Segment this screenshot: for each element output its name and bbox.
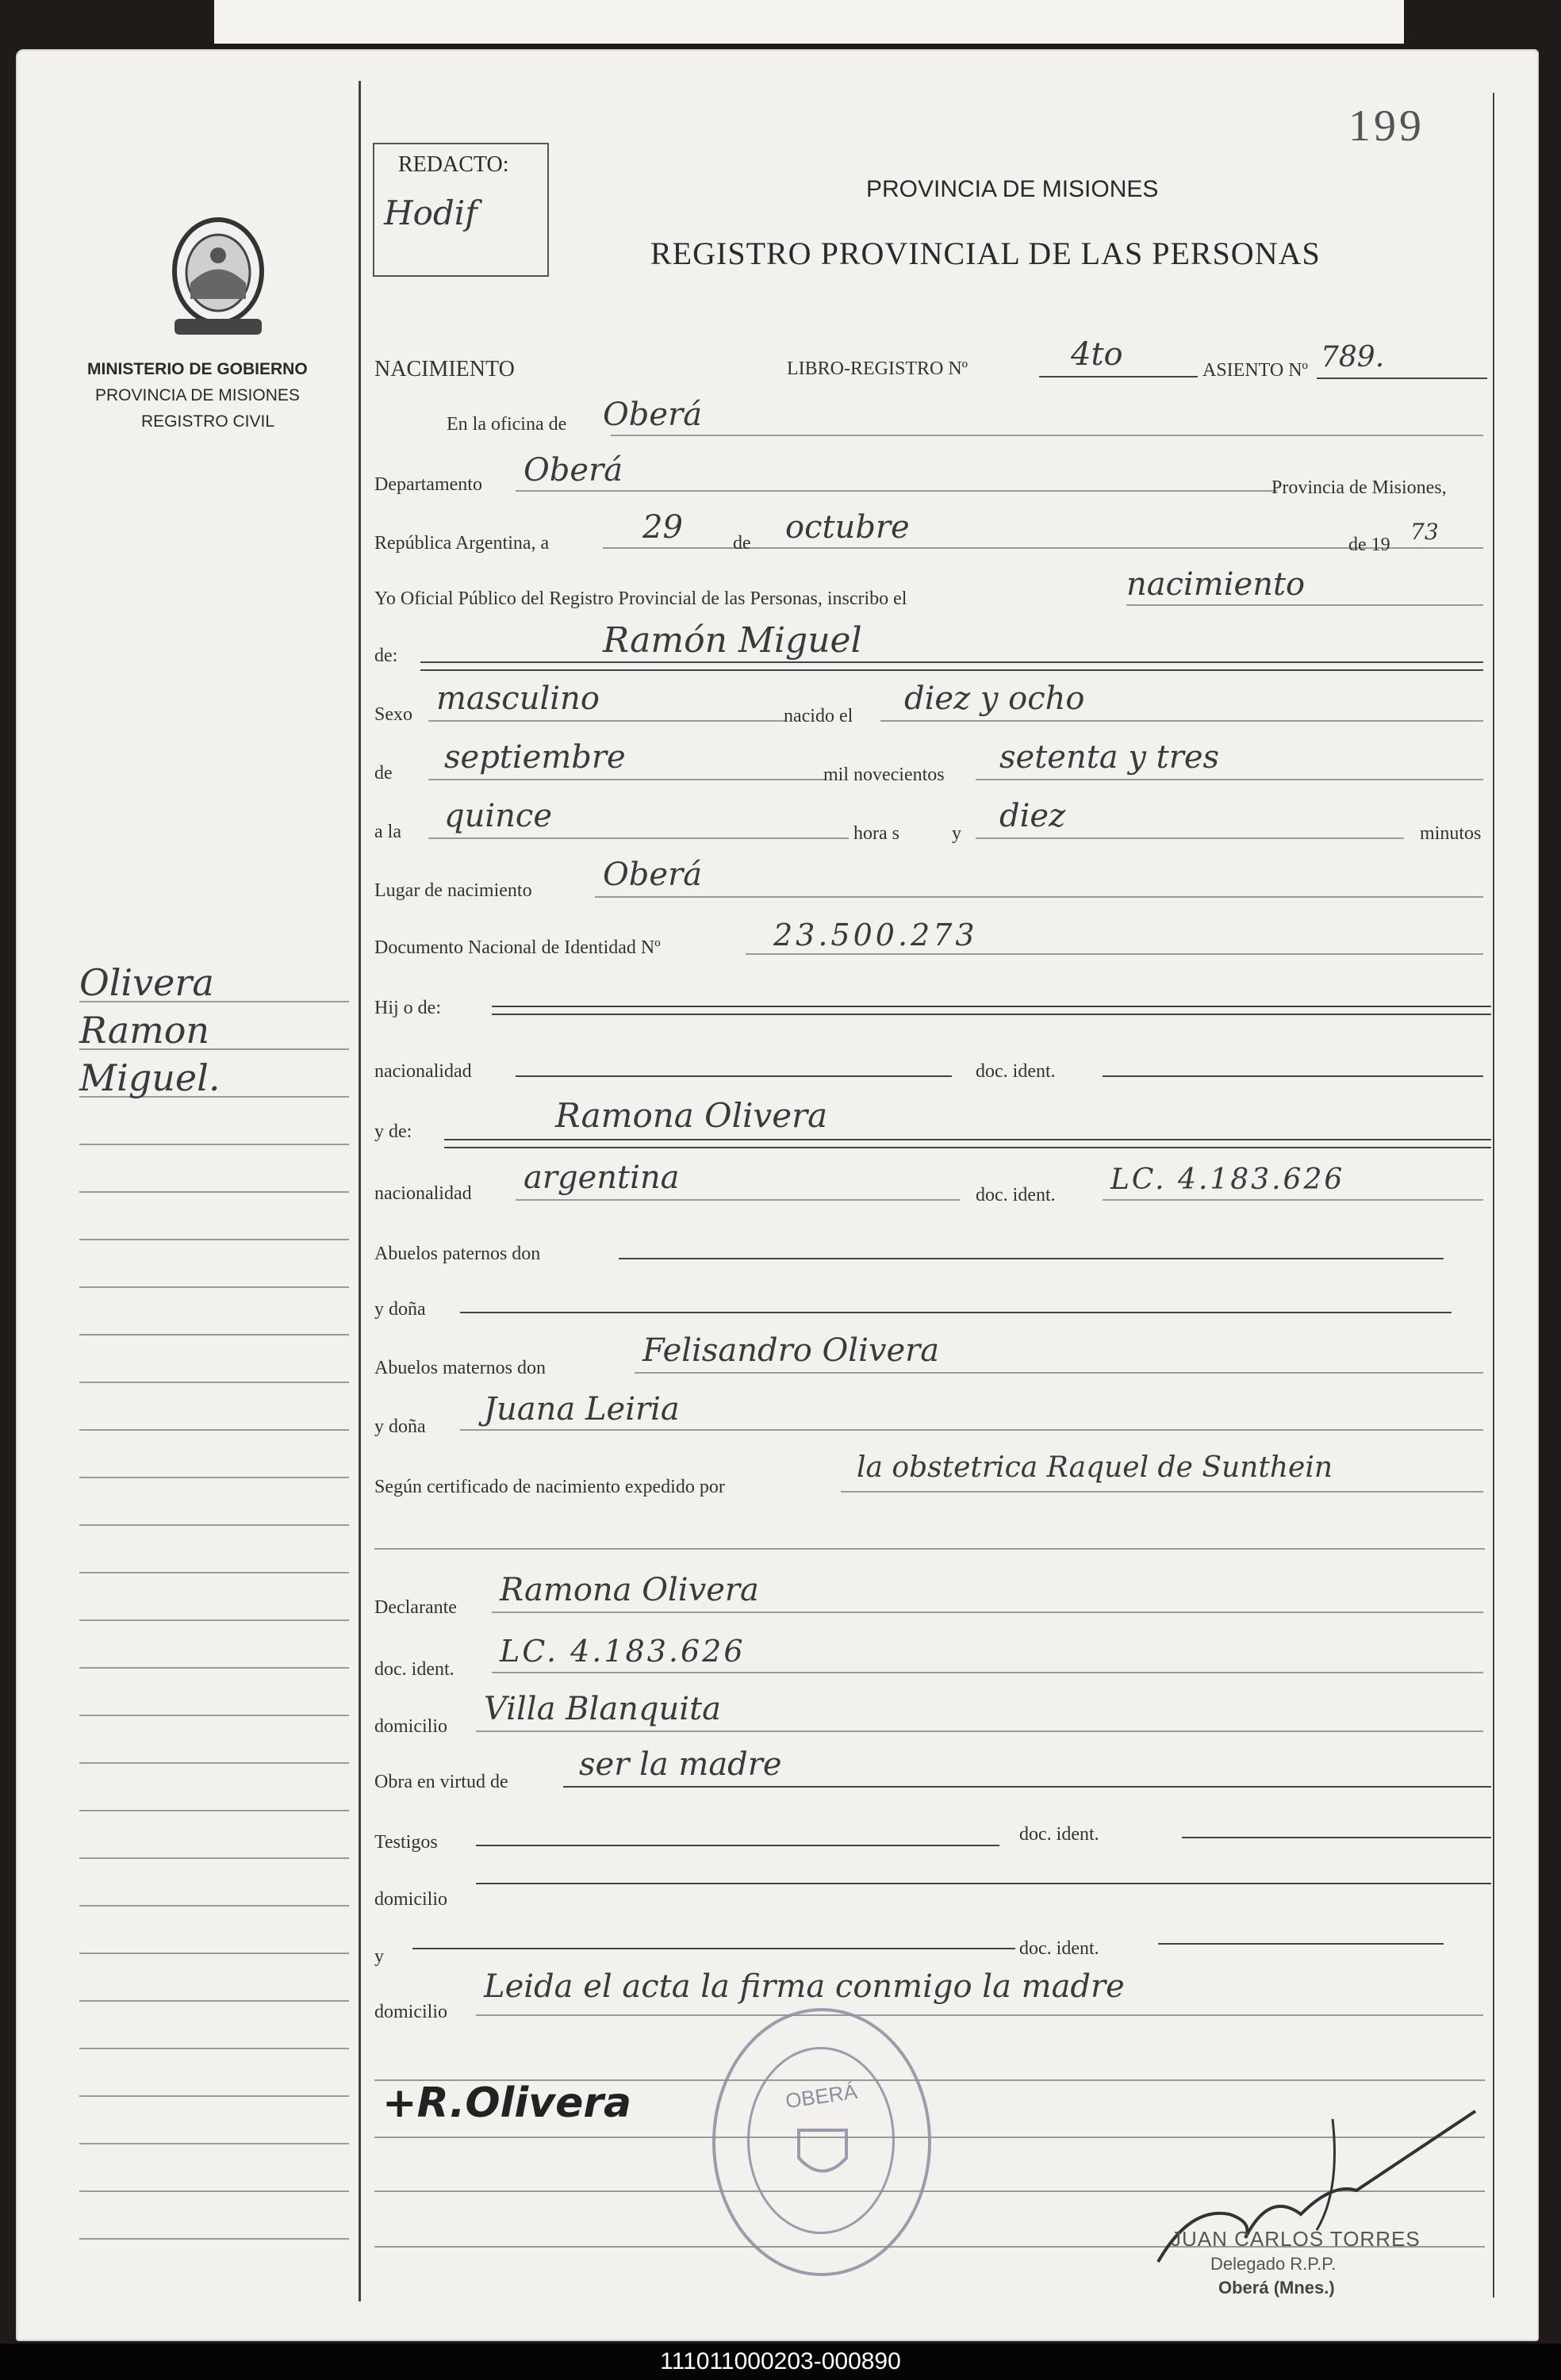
minutos-value: diez bbox=[999, 798, 1066, 834]
libro-value: 4to bbox=[1071, 336, 1123, 373]
certificado-value: la obstetrica Raquel de Sunthein bbox=[857, 1451, 1333, 1484]
nacido-label: nacido el bbox=[784, 706, 853, 726]
de-label-2: de: bbox=[374, 646, 398, 666]
margin-rule bbox=[79, 1953, 349, 1954]
doc-ident-5-label: doc. ident. bbox=[1019, 1938, 1099, 1959]
obra-label: Obra en virtud de bbox=[374, 1772, 508, 1792]
y-label-2: y bbox=[374, 1946, 384, 1967]
mes-nac-value: septiembre bbox=[444, 739, 626, 776]
redacto-label: REDACTO: bbox=[398, 152, 509, 177]
departamento-value: Oberá bbox=[524, 452, 623, 489]
margin-divider bbox=[359, 81, 361, 2301]
doc-ident-3-label: doc. ident. bbox=[374, 1659, 454, 1680]
minutos-label: minutos bbox=[1420, 823, 1482, 844]
doc-ident-1-label: doc. ident. bbox=[976, 1061, 1056, 1082]
margin-note-line3: Miguel. bbox=[79, 1056, 221, 1099]
margin-rule bbox=[79, 1572, 349, 1573]
madre-value: Ramona Olivera bbox=[555, 1096, 828, 1135]
margin-note-line2: Ramon bbox=[79, 1009, 210, 1052]
oficina-value: Oberá bbox=[603, 397, 703, 433]
archive-id-bar: 111011000203-000890 bbox=[0, 2344, 1561, 2380]
asiento-label: ASIENTO Nº bbox=[1202, 360, 1308, 381]
book-top-edge bbox=[214, 0, 1404, 44]
dni-label: Documento Nacional de Identidad Nº bbox=[374, 937, 661, 958]
mes-value: octubre bbox=[785, 509, 910, 546]
margin-rule bbox=[79, 2190, 349, 2192]
margin-rule bbox=[79, 1144, 349, 1145]
oficial-label: Yo Oficial Público del Registro Provincial de las Personas, inscribo el bbox=[374, 588, 907, 609]
declarante-value: Ramona Olivera bbox=[500, 1572, 759, 1608]
domicilio-1-value: Villa Blanquita bbox=[484, 1691, 722, 1727]
abuelos-maternos-dona-value: Juana Leiria bbox=[484, 1391, 680, 1428]
nacionalidad-2-label: nacionalidad bbox=[374, 1183, 472, 1204]
lugar-label: Lugar de nacimiento bbox=[374, 880, 532, 901]
libro-label: LIBRO-REGISTRO Nº bbox=[787, 358, 968, 379]
margin-note-line1: Olivera bbox=[79, 961, 214, 1004]
mil-label: mil novecientos bbox=[823, 765, 945, 785]
official-stamp: OBERÁ bbox=[712, 2008, 931, 2276]
sexo-label: Sexo bbox=[374, 704, 412, 725]
nacionalidad-1-label: nacionalidad bbox=[374, 1061, 472, 1082]
margin-rule bbox=[79, 1619, 349, 1621]
oficial-value: nacimiento bbox=[1126, 566, 1306, 603]
anio-nac-value: setenta y tres bbox=[999, 739, 1220, 776]
margin-rule bbox=[79, 1857, 349, 1859]
margin-rule bbox=[79, 1905, 349, 1907]
redacto-value: Hodif bbox=[384, 194, 478, 232]
nacido-value: diez y ocho bbox=[904, 680, 1085, 717]
doc-ident-2-label: doc. ident. bbox=[976, 1185, 1056, 1205]
nombre-value: Ramón Miguel bbox=[603, 620, 862, 661]
obra-value: ser la madre bbox=[579, 1746, 782, 1783]
delegate-role: Delegado R.P.P. bbox=[1210, 2254, 1337, 2274]
ministry-line2: PROVINCIA DE MISIONES bbox=[95, 386, 300, 404]
doc-ident-2-value: LC. 4.183.626 bbox=[1110, 1163, 1345, 1196]
y-de-label: y de: bbox=[374, 1121, 412, 1142]
hora-value: quince bbox=[444, 798, 552, 834]
testigos-label: Testigos bbox=[374, 1832, 438, 1853]
y-label: y bbox=[952, 823, 961, 844]
lugar-value: Oberá bbox=[603, 857, 703, 893]
margin-rule bbox=[79, 1239, 349, 1240]
provincial-seal-icon bbox=[151, 208, 286, 343]
document-page bbox=[16, 49, 1539, 2341]
doc-ident-4-label: doc. ident. bbox=[1019, 1824, 1099, 1845]
margin-rule bbox=[79, 2095, 349, 2097]
doc-ident-3-value: LC. 4.183.626 bbox=[500, 1634, 746, 1669]
redacto-box bbox=[373, 143, 549, 277]
delegate-place: Oberá (Mnes.) bbox=[1218, 2278, 1335, 2298]
margin-rule bbox=[79, 2000, 349, 2002]
de-label: de bbox=[733, 533, 751, 554]
margin-rule bbox=[79, 2238, 349, 2240]
margin-rule bbox=[79, 1429, 349, 1431]
oficina-label: En la oficina de bbox=[447, 414, 567, 435]
abuelos-paternos-dona-label: y doña bbox=[374, 1299, 426, 1320]
sexo-value: masculino bbox=[436, 680, 600, 717]
margin-rule bbox=[79, 1715, 349, 1716]
anio-value: 73 bbox=[1410, 519, 1439, 545]
margin-rule bbox=[79, 1191, 349, 1193]
margin-rule bbox=[79, 1667, 349, 1669]
domicilio-2-label: domicilio bbox=[374, 1889, 447, 1910]
margin-rule bbox=[79, 1524, 349, 1526]
republica-label: República Argentina, a bbox=[374, 533, 550, 554]
de-anio-label: de 19 bbox=[1348, 535, 1390, 555]
ministry-line1: MINISTERIO DE GOBIERNO bbox=[87, 360, 308, 378]
declarante-label: Declarante bbox=[374, 1597, 457, 1618]
declarant-signature: +R.Olivera bbox=[382, 2079, 632, 2127]
province-heading: PROVINCIA DE MISIONES bbox=[866, 176, 1159, 202]
abuelos-maternos-don-value: Felisandro Olivera bbox=[642, 1332, 940, 1369]
page-number: 199 bbox=[1348, 102, 1425, 151]
margin-rule bbox=[79, 1334, 349, 1336]
hijo-label: Hij o de: bbox=[374, 998, 441, 1018]
ministry-line3: REGISTRO CIVIL bbox=[141, 412, 275, 431]
nacimiento-heading: NACIMIENTO bbox=[374, 357, 515, 381]
provincia-label: Provincia de Misiones, bbox=[1271, 477, 1447, 498]
domicilio-1-label: domicilio bbox=[374, 1716, 447, 1737]
departamento-label: Departamento bbox=[374, 474, 482, 495]
asiento-value: 789. bbox=[1321, 341, 1385, 374]
dia-value: 29 bbox=[642, 509, 683, 546]
a-la-label: a la bbox=[374, 822, 401, 842]
registry-title: REGISTRO PROVINCIAL DE LAS PERSONAS bbox=[650, 236, 1321, 271]
nacionalidad-2-value: argentina bbox=[524, 1159, 680, 1196]
domicilio-3-value: Leida el acta la firma conmigo la madre bbox=[484, 1968, 1125, 2005]
hora-label: hora s bbox=[853, 823, 899, 844]
margin-rule bbox=[79, 1762, 349, 1764]
margin-rule bbox=[79, 2143, 349, 2144]
abuelos-paternos-don-label: Abuelos paternos don bbox=[374, 1244, 541, 1264]
abuelos-maternos-don-label: Abuelos maternos don bbox=[374, 1358, 546, 1378]
dni-value: 23.500.273 bbox=[773, 918, 978, 952]
right-border bbox=[1493, 93, 1494, 2298]
margin-rule bbox=[79, 1477, 349, 1478]
de-label-3: de bbox=[374, 763, 393, 784]
abuelos-maternos-dona-label: y doña bbox=[374, 1416, 426, 1437]
margin-rule bbox=[79, 2048, 349, 2049]
margin-rule bbox=[79, 1810, 349, 1811]
stamp-shield-icon bbox=[791, 2122, 854, 2186]
delegate-name: JUAN CARLOS TORRES bbox=[1171, 2227, 1421, 2251]
certificado-label: Según certificado de nacimiento expedido por bbox=[374, 1477, 725, 1497]
margin-rule bbox=[79, 1382, 349, 1383]
margin-rule bbox=[79, 1286, 349, 1288]
domicilio-3-label: domicilio bbox=[374, 2002, 447, 2022]
